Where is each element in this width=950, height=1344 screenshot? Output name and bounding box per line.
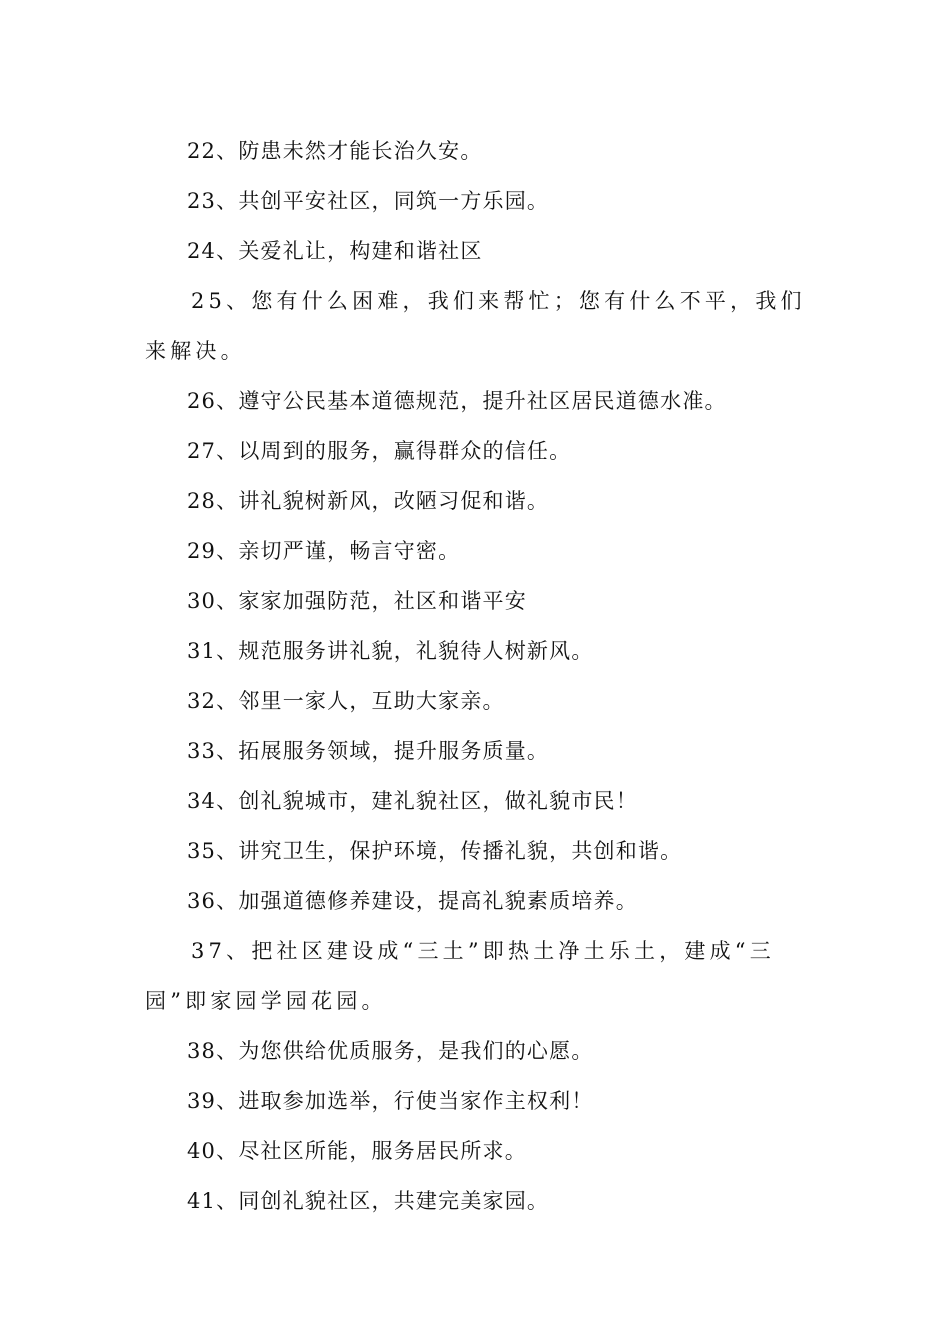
slogan-line: 24、关爱礼让，构建和谐社区 (187, 239, 483, 263)
slogan-line: 40、尽社区所能，服务居民所求。 (187, 1139, 527, 1163)
slogan-line: 26、遵守公民基本道德规范，提升社区居民道德水准。 (187, 389, 727, 413)
slogan-line: 22、防患未然才能长治久安。 (187, 139, 483, 163)
slogan-line: 23、共创平安社区，同筑一方乐园。 (187, 189, 550, 213)
slogan-line: 33、拓展服务领域，提升服务质量。 (187, 739, 550, 763)
document-body (145, 126, 810, 1226)
slogan-line: 32、邻里一家人，互助大家亲。 (187, 689, 505, 713)
slogan-line: 25、您有什么困难，我们来帮忙；您有什么不平，我们来解决。 (145, 289, 806, 363)
slogan-line: 28、讲礼貌树新风，改陋习促和谐。 (187, 489, 550, 513)
slogan-line: 36、加强道德修养建设，提高礼貌素质培养。 (187, 889, 638, 913)
slogan-line: 38、为您供给优质服务，是我们的心愿。 (187, 1039, 594, 1063)
slogan-line: 37、把社区建设成“三土”即热土净土乐土，建成“三园”即家园学园花园。 (145, 939, 775, 1013)
slogan-line: 41、同创礼貌社区，共建完美家园。 (187, 1189, 550, 1213)
slogan-line: 34、创礼貌城市，建礼貌社区，做礼貌市民！ (187, 789, 638, 813)
slogan-line: 39、进取参加选举，行使当家作主权利！ (187, 1089, 594, 1113)
slogan-line: 29、亲切严谨，畅言守密。 (187, 539, 461, 563)
slogan-line: 27、以周到的服务，赢得群众的信任。 (187, 439, 572, 463)
slogan-line: 35、讲究卫生，保护环境，传播礼貌，共创和谐。 (187, 839, 683, 863)
slogan-line: 30、家家加强防范，社区和谐平安 (187, 589, 527, 613)
slogan-line: 31、规范服务讲礼貌，礼貌待人树新风。 (187, 639, 594, 663)
